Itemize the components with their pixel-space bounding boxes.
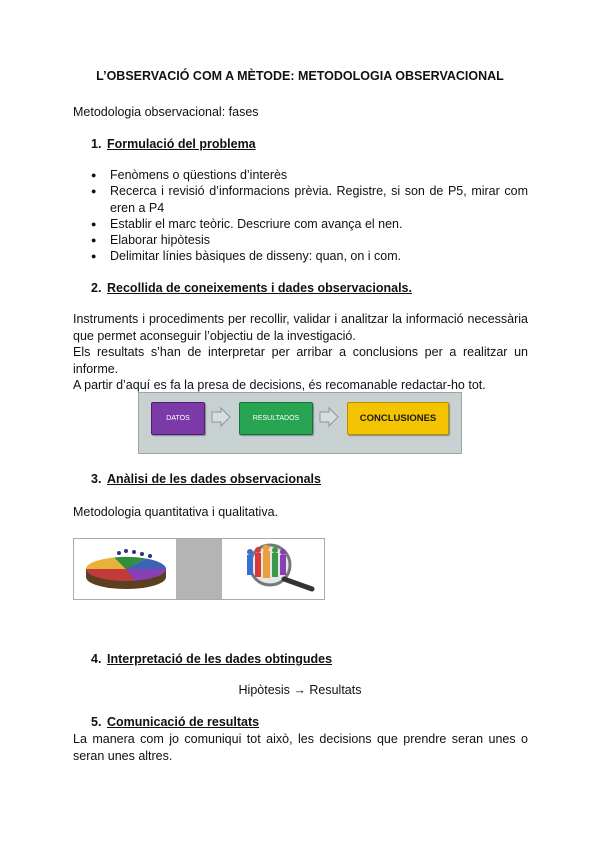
flow-box-conclusiones: CONCLUSIONES [347,402,449,435]
formula-text: Hipòtesis → Resultats [238,683,362,697]
list-item: ● Fenòmens o qüestions d’interès [91,167,528,183]
section-title: Anàlisi de les dades observacionals [107,472,321,486]
flow-box-resultados: RESULTADOS [239,402,313,435]
section-4-heading [91,652,332,666]
section-title: Comunicació de resultats [107,715,260,729]
section-title: Interpretació de les dades obtingudes [107,652,333,666]
section-5-heading [91,715,259,729]
intro-text: Metodologia observacional: fases [73,105,259,119]
paragraph: Instruments i procediments per recollir, validar i analitzar la informació necessària que permet aconseguir l’objectiu de la investigació. [73,312,528,343]
section-title: Formulació del problema [107,137,256,151]
list-item: ● Recerca i revisió d’informacions prèvia. Registre, si son de P5, mirar com eren a P4 [91,183,528,216]
flow-box-datos: DATOS [151,402,205,435]
section-number: 5. [91,715,102,729]
section-title: Recollida de coneixements i dades observacionals. [107,281,412,295]
section-5-text: La manera com jo comuniqui tot això, les decisions que prendre seran unes o seran unes altres. [73,732,528,763]
section-3-heading [91,472,321,486]
section-number: 1. [91,137,102,151]
analysis-illustration [73,538,325,600]
section-3-text: Metodologia quantitativa i qualitativa. [73,505,278,519]
list-item: ● Establir el marc teòric. Descriure com avança el nen. [91,216,528,232]
page-title: L’OBSERVACIÓ COM A MÈTODE: METODOLOGIA OBSERVACIONAL [96,69,504,83]
pie-chart-icon [74,539,324,599]
section-number: 2. [91,281,102,295]
section-number: 4. [91,652,102,666]
list-item: ● Elaborar hipòtesis [91,232,528,248]
section-1-list [91,167,528,265]
arrow-right-icon [211,407,231,427]
section-2-heading [91,281,412,295]
paragraph: Els resultats s’han de interpretar per arribar a conclusions per a realitzar un informe. [73,345,528,376]
list-item: ● Delimitar línies bàsiques de disseny: quan, on i com. [91,248,528,264]
arrow-right-icon [319,407,339,427]
section-number: 3. [91,472,102,486]
paragraph: A partir d’aquí es fa la presa de decisions, és recomanable redactar-ho tot. [73,378,486,392]
section-1-heading [91,137,256,151]
flow-diagram [138,392,462,454]
section-2-text [73,311,528,394]
